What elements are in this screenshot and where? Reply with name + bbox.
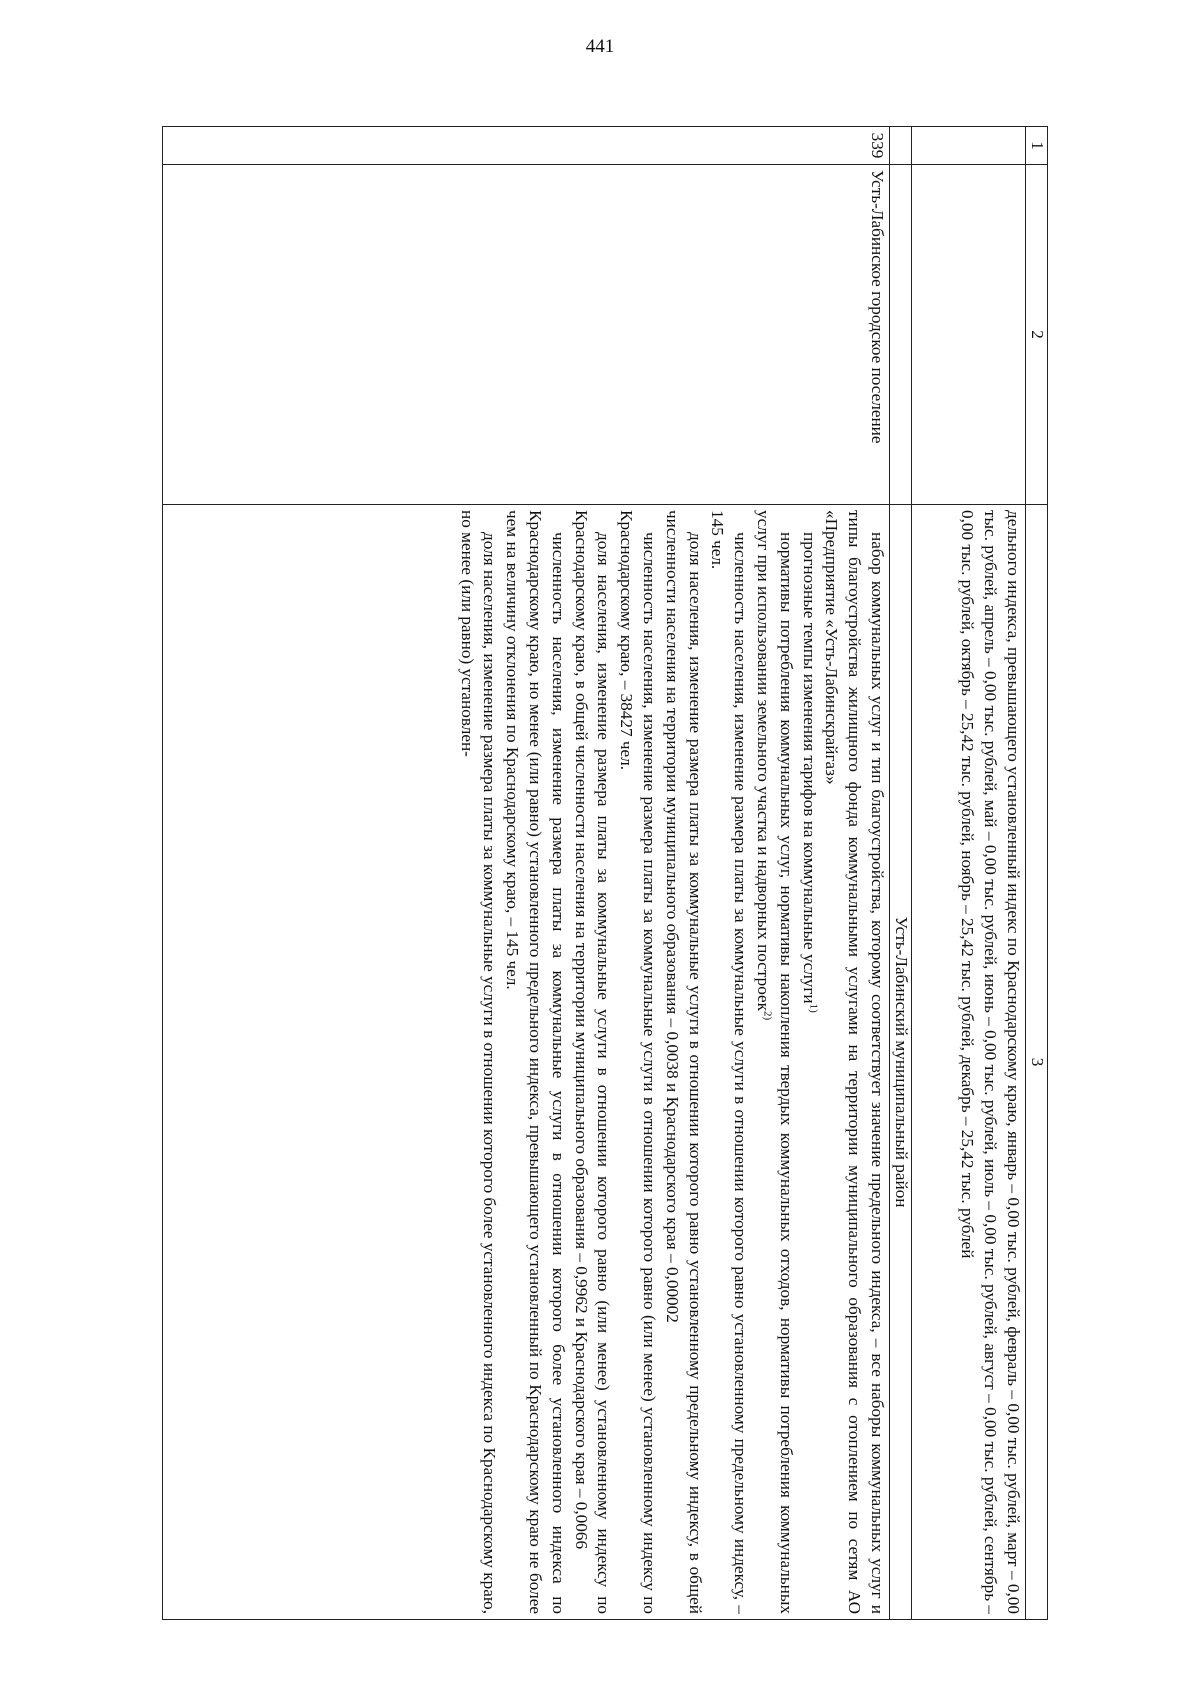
table-row-339 bbox=[163, 127, 890, 1620]
data-table bbox=[162, 126, 1048, 1620]
footnote-1-mark: 1) bbox=[807, 1003, 820, 1013]
row-number: 339 bbox=[163, 127, 890, 165]
prev-name-cell bbox=[912, 165, 1026, 505]
header-col-3: 3 bbox=[1026, 505, 1048, 1620]
detail-p7: доля населения, изменение размера платы за коммунальные услуги в отношении которого равно (или менее) установленному индексу по Краснодарскому краю, в общей численности населения на территории муниципального образования – 0,9962 и Краснодарского края – 0,0066 bbox=[571, 510, 614, 1614]
detail-p6: численность населения, изменение размера платы за коммунальные услуги в отношении которого равно (или менее) установленному индексу по Краснодарскому краю, – 38427 чел. bbox=[617, 510, 660, 1614]
district-empty-2 bbox=[890, 165, 912, 505]
district-empty-1 bbox=[890, 127, 912, 165]
header-row bbox=[1026, 127, 1048, 1620]
header-col-1: 1 bbox=[1026, 127, 1048, 165]
detail-p8: численность населения, изменение размера платы за коммунальные услуги в отношении которого более установленного индекса по Краснодарскому краю, но менее (или равно) установленного предельного индекса, превышающего установленный по Краснодарскому краю не более чем на величину отклонения по Краснодарскому краю, – 145 чел. bbox=[503, 510, 568, 1614]
settlement-name: Усть-Лабинское городское поселение bbox=[163, 165, 890, 505]
detail-p9: доля населения, изменение размера платы за коммунальные услуги в отношении которого более установленного индекса по Краснодарскому краю, но менее (или равно) установлен- bbox=[457, 510, 500, 1614]
prev-text-cell bbox=[912, 505, 1026, 1620]
footnote-2-mark: 2) bbox=[761, 1011, 774, 1021]
prev-num-cell bbox=[912, 127, 1026, 165]
detail-p3 bbox=[751, 510, 797, 1614]
detail-p5: доля населения, изменение размера платы за коммунальные услуги в отношении которого равно установленному предельному индексу, в общей численности населения на территории муниципального образования – 0,0038 и Краснодарского края – 0,00002 bbox=[662, 510, 705, 1614]
prev-row-text: дельного индекса, превышающего установленный индекс по Краснодарскому краю, январь – 0,00 тыс. рублей, февраль – 0,00 тыс. рублей, март – 0,00 тыс. рублей, апрель – 0,00 тыс. рублей, май – 0,00 тыс. рублей, июнь – 0,00 тыс. рублей, июль – 0,00 тыс. рублей, август – 0,00 тыс. рублей, сентябрь – 0,00 тыс. рублей, октябрь – 25,42 тыс. рублей, ноябрь – 25,42 тыс. рублей, декабрь – 25,42 тыс. рублей bbox=[958, 510, 1023, 1614]
detail-p2 bbox=[797, 510, 820, 1614]
district-title: Усть-Лабинский муниципальный район bbox=[890, 505, 912, 1620]
district-row bbox=[890, 127, 912, 1620]
header-col-2: 2 bbox=[1026, 165, 1048, 505]
row-details bbox=[163, 505, 890, 1620]
detail-p3-text: нормативы потребления коммунальных услуг, нормативы накопления твердых коммунальных отходов, нормативы потребления коммунальных услуг при использовании земельного участка и надворных построек bbox=[754, 510, 796, 1614]
page-number: 441 bbox=[585, 36, 615, 57]
detail-p4: численность населения, изменение размера платы за коммунальные услуги в отношении которого равно установленному предельному индексу, – 145 чел. bbox=[708, 510, 751, 1614]
detail-p2-text: прогнозные темпы изменения тарифов на коммунальные услуги bbox=[799, 532, 819, 1004]
rotated-table-container bbox=[162, 126, 1048, 1620]
table-row-previous bbox=[912, 127, 1026, 1620]
detail-p1: набор коммунальных услуг и тип благоустройства, которому соответствует значение предельного индекса, – все наборы коммунальных услуг и типы благоустройства жилищного фонда коммунальными услугами на территории муниципального образования с отоплением по сетям АО «Предприятие «Усть-Лабинскрайгаз» bbox=[822, 510, 887, 1614]
